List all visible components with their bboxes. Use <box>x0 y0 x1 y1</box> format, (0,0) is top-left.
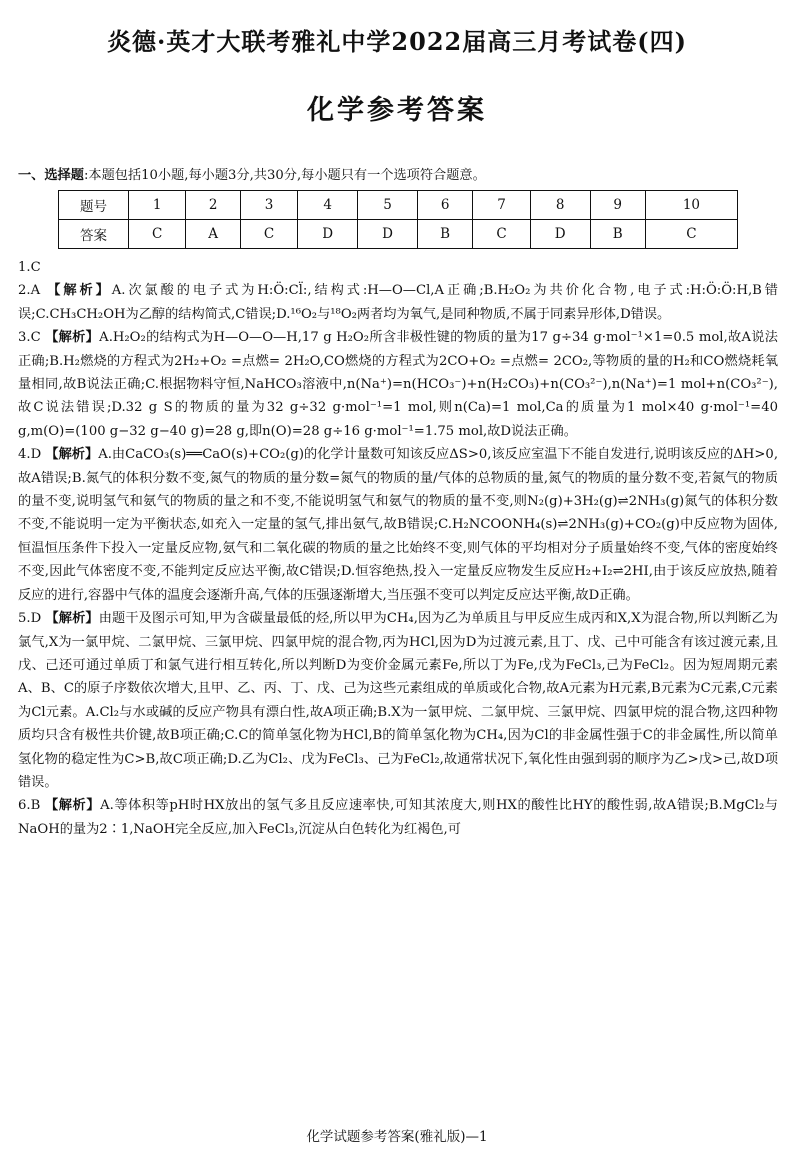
table-row <box>59 191 738 220</box>
table-row-header: 题号 <box>59 191 129 220</box>
answer-cell: D <box>530 220 590 249</box>
explanation-item <box>18 326 778 443</box>
explanations <box>18 256 778 841</box>
question-lead: 3.C <box>18 330 41 346</box>
question-number: 2 <box>186 191 240 220</box>
question-number: 8 <box>530 191 590 220</box>
analysis-tag: 【解析】 <box>45 330 100 346</box>
explanation-item <box>18 443 778 607</box>
question-lead: 1.C <box>18 260 41 275</box>
answer-table <box>58 190 738 249</box>
explanation-text: A.次氯酸的电子式为H:Ö:Cl̈:,结构式:H—O—Cl,A正确;B.H₂O₂为共价化合物,电子式:H:Ö:Ö:H,B错误;C.CH₃CH₂OH为乙醇的结构简式,C错误;D.¹⁶O₂与¹⁸O₂两者均为氧气,是同种物质,不属于同素异形体,D错误。 <box>18 283 778 322</box>
explanation-text: A.等体积等pH时HX放出的氢气多且反应速率快,可知其浓度大,则HX的酸性比HY的酸性弱,故A错误;B.MgCl₂与NaOH的量为2∶1,NaOH完全反应,加入FeCl₃,沉淀从白色转化为红褐色,可 <box>18 798 778 837</box>
table-row <box>59 220 738 249</box>
explanation-text: 由题干及图示可知,甲为含碳量最低的烃,所以甲为CH₄,因为乙为单质且与甲反应生成丙和X,X为混合物,所以判断乙为氯气,X为一氯甲烷、二氯甲烷、三氯甲烷、四氯甲烷的混合物,丙为HCl,因为D为过渡元素,且丁、戊、己中可能含有该过渡元素,且戊、己还可通过单质丁和氯气进行相互转化,所以判断D为变价金属元素Fe,所以丁为Fe,戊为FeCl₃,己为FeCl₂。因为短周期元素A、B、C的原子序数依次增大,且甲、乙、丙、丁、戊、己为这些元素组成的单质或化合物,故A元素为H元素,B元素为C元素,C元素为Cl元素。A.Cl₂与水或碱的反应产物具有漂白性,故A项正确;B.X为一氯甲烷、二氯甲烷、三氯甲烷、四氯甲烷的混合物,这四种物质均只含有极性共价键,故B项正确;C.C的简单氢化物为HCl,B的简单氢化物为CH₄,因为Cl的非金属性强于C的非金属性,所以简单氢化物的稳定性为C>B,故C项正确;D.乙为Cl₂、戊为FeCl₃、己为FeCl₂,故通常状况下,氧化性由强到弱的顺序为乙>戊>己,故D项错误。 <box>18 611 779 790</box>
explanation-item <box>18 279 778 326</box>
analysis-tag: 【解析】 <box>45 447 99 463</box>
question-lead: 5.D <box>18 611 42 627</box>
exam-title: 炎德·英才大联考雅礼中学2022届高三月考试卷(四) <box>107 27 687 56</box>
answer-cell: D <box>298 220 358 249</box>
answer-cell: C <box>645 220 737 249</box>
question-number: 7 <box>473 191 530 220</box>
question-number: 1 <box>129 191 186 220</box>
explanation-item <box>18 607 778 794</box>
question-number: 3 <box>240 191 297 220</box>
answer-cell: C <box>129 220 186 249</box>
question-number: 4 <box>298 191 358 220</box>
analysis-tag: 【解析】 <box>45 611 99 627</box>
explanation-item <box>18 794 778 841</box>
answer-cell: B <box>590 220 645 249</box>
analysis-tag: 【解析】 <box>47 283 112 299</box>
answer-cell: B <box>418 220 473 249</box>
question-number: 6 <box>418 191 473 220</box>
answer-cell: A <box>186 220 240 249</box>
answer-cell: C <box>240 220 297 249</box>
page-footer: 化学试题参考答案(雅礼版)—1 <box>306 1129 488 1145</box>
section-heading-text: :本题包括10小题,每小题3分,共30分,每小题只有一个选项符合题意。 <box>83 168 486 183</box>
explanation-text: A.由CaCO₃(s)══CaO(s)+CO₂(g)的化学计量数可知该反应ΔS>0,该反应室温下不能自发进行,说明该反应的ΔH>0,故A错误;B.氮气的体积分数不变,氮气的物质的量分数=氮气的物质的量/气体的总物质的量,氮气的物质的量分数不变,若氮气的物质的量不变,说明氢气和氨气的物质的量之和不变,不能说明氢气和氨气的物质的量不变,则N₂(g)+3H₂(g)⇌2NH₃(g)氮气的体积分数不变,不能说明一定为平衡状态,如充入一定量的氢气,排出氨气,故B错误;C.H₂NCOONH₄(s)⇌2NH₃(g)+CO₂(g)中反应物为固体,恒温恒压条件下投入一定量反应物,氨气和二氧化碳的物质的量之比始终不变,则气体的平均相对分子质量始终不变,气体的密度始终不变,因此气体密度不变,不能判定反应达平衡,故C错误;D.恒容绝热,投入一定量反应物发生反应H₂+I₂⇌2HI,由于该反应放热,随着反应的进行,容器中气体的温度会逐渐升高,气体的压强逐渐增大,当压强不变可以判定反应达平衡,故D正确。 <box>18 447 779 603</box>
question-lead: 2.A <box>18 283 41 299</box>
table-row-header: 答案 <box>59 220 129 249</box>
question-lead: 6.B <box>18 798 41 814</box>
section-heading <box>18 164 788 183</box>
document-title: 化学参考答案 <box>307 95 487 126</box>
question-number: 9 <box>590 191 645 220</box>
question-lead: 4.D <box>18 447 42 463</box>
section-heading-label: 一、选择题 <box>18 168 84 183</box>
answer-cell: C <box>473 220 530 249</box>
answer-cell: D <box>358 220 418 249</box>
question-number: 5 <box>358 191 418 220</box>
question-number: 10 <box>645 191 737 220</box>
analysis-tag: 【解析】 <box>45 798 101 814</box>
explanation-text: A.H₂O₂的结构式为H—O—O—H,17 g H₂O₂所含非极性键的物质的量为17 g÷34 g·mol⁻¹×1=0.5 mol,故A说法正确;B.H₂燃烧的方程式为2H₂+O₂ =点燃= 2H₂O,CO燃烧的方程式为2CO+O₂ =点燃= 2CO₂,等物质的量的H₂和CO燃烧耗氧量相同,故B说法正确;C.根据物料守恒,NaHCO₃溶液中,n(Na⁺)=n(HCO₃⁻)+n(H₂CO₃)+n(CO₃²⁻),n(Na⁺)=1 mol+n(CO₃²⁻),故C说法错误;D.32 g S的物质的量为32 g÷32 g·mol⁻¹=1 mol,则n(Ca)=1 mol,Ca的质量为1 mol×40 g·mol⁻¹=40 g,m(O)=(100 g−32 g−40 g)=28 g,即n(O)=28 g÷16 g·mol⁻¹=1.75 mol,故D说法正确。 <box>18 330 778 439</box>
explanation-item <box>18 256 778 279</box>
